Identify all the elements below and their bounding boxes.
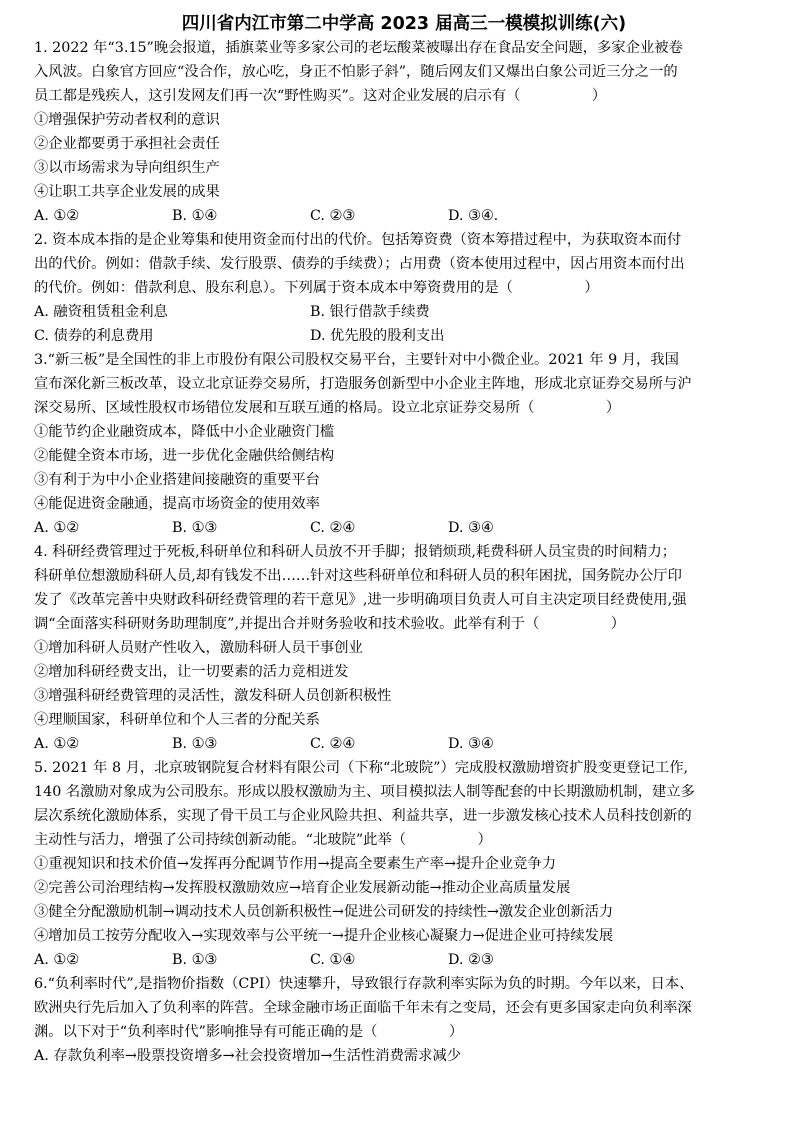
choice-a[interactable]: A. 存款负利率→股票投资增多→社会投资增加→生活性消费需求减少 [34,1048,462,1064]
choice-d[interactable]: D. 优先股的股利支出 [310,328,445,344]
question-stem-line: 出的代价。例如：借款手续、发行股票、债券的手续费）；占用费（资本使用过程中，因占用资本而付出 [34,256,685,272]
question-stem-line: 调“全面落实科研财务助理制度”,并提出合并财务验收和技术验收。此举有利于（ ） [34,616,626,632]
question-stem-line: 5. 2021 年 8 月，北京玻钢院复合材料有限公司（下称“北玻院”）完成股权激励增资扩股变更登记工作, [34,760,689,776]
question-stem-line: 科研单位想激励科研人员,却有钱发不出……针对这些科研单位和科研人员的积年困扰，国务院办公厅印 [34,568,682,584]
question-stem-line: 主动性与活力，增强了公司持续创新动能。“北玻院”此举（ ） [34,832,492,848]
question-stem-line: 1. 2022 年“3.15”晚会报道，插旗菜业等多家公司的老坛酸菜被曝出存在食品安全问题，多家企业被卷 [34,40,683,56]
question-4 [34,540,774,756]
choice-c[interactable]: C. ②④ [310,736,356,752]
question-stem-line: 宣布深化新三板改革，设立北京证券交易所，打造服务创新型中小企业主阵地，形成北京证券交易所与沪 [34,376,692,392]
choice-a[interactable]: A. ①② [34,208,80,224]
statement-item: ③健全分配激励机制→调动技术人员创新积极性→促进公司研发的持续性→激发企业创新活力 [34,904,614,920]
question-stem-line: 员工都是残疾人，这引发网友们再一次“野性购买”。这对企业发展的启示有（ ） [34,88,607,104]
question-1 [34,36,774,228]
choice-a[interactable]: A. 融资租赁租金利息 [34,304,168,320]
answer-choices-row [34,300,774,324]
statement-item: ②完善公司治理结构→发挥股权激励效应→培育企业发展新动能→推动企业高质量发展 [34,880,571,896]
statement-item: ①重视知识和技术价值→发挥再分配调节作用→提高全要素生产率→提升企业竞争力 [34,856,557,872]
question-stem-line: 的代价。例如：借款利息、股东利息）。下列属于资本成本中筹资费用的是（ ） [34,280,599,296]
question-stem-line: 入风波。白象官方回应“没合作，放心吃，身正不怕影子斜”，随后网友们又爆出白象公司近三分之一的 [34,64,678,80]
answer-choices-row [34,324,774,348]
choice-a[interactable]: A. ①② [34,736,80,752]
choice-c[interactable]: C. ②③ [310,208,356,224]
statement-item: ③增强科研经费管理的灵活性，激发科研人员创新积极性 [34,688,392,704]
question-stem-line: 3.“新三板”是全国性的非上市股份有限公司股权交易平台，主要针对中小微企业。2021 年 9 月，我国 [34,352,679,368]
question-stem-line: 层次系统化激励体系，实现了骨干员工与企业风险共担、利益共享，进一步激发核心技术人员科技创新的 [34,808,692,824]
statement-item: ①增加科研人员财产性收入，激励科研人员干事创业 [34,640,363,656]
question-stem-line: 140 名激励对象成为公司股东。形成以股权激励为主、项目模拟法人制等配套的中长期激励机制，建立多 [34,784,695,800]
answer-choices [34,732,774,756]
statement-item: ④理顺国家，科研单位和个人三者的分配关系 [34,712,320,728]
question-stem-line: 渊。以下对于“负利率时代”影响推导有可能正确的是（ ） [34,1024,464,1040]
statement-item: ③以市场需求为导向组织生产 [34,160,220,176]
choice-d[interactable]: D. ③④ [448,736,494,752]
statement-item: ①能节约企业融资成本，降低中小企业融资门槛 [34,424,335,440]
question-6 [34,972,774,1068]
statement-item: ①增强保护劳动者权利的意识 [34,112,220,128]
question-stem-line: 发了《改革完善中央财政科研经费管理的若干意见》,进一步明确项目负责人可自主决定项目经费使用,强 [34,592,687,608]
question-stem-line: 欧洲央行先后加入了负利率的阵营。全球金融市场正面临千年未有之变局，还会有更多国家走向负利率深 [34,1000,692,1016]
page-title: 四川省内江市第二中学高 2023 届高三一模模拟训练(六) [181,14,627,34]
choice-b[interactable]: B. ①③ [172,520,218,536]
question-stem-line: 深交易所、区域性股权市场错位发展和互联互通的格局。设立北京证券交易所（ ） [34,400,621,416]
question-5 [34,756,774,972]
question-stem-line: 4. 科研经费管理过于死板,科研单位和科研人员放不开手脚；报销烦琐,耗费科研人员宝贵的时间精力； [34,544,677,560]
choice-a[interactable]: A. ①② [34,520,80,536]
choice-b[interactable]: B. ①④ [172,208,218,224]
statement-item: ③有利于为中小企业搭建间接融资的重要平台 [34,472,320,488]
answer-choices [34,204,774,228]
question-2 [34,228,774,348]
answer-choices [34,516,774,540]
question-3 [34,348,774,540]
choice-d[interactable]: D. ③④. [448,208,499,224]
choice-b[interactable]: B. ①③ [172,736,218,752]
exam-page [34,12,774,1068]
question-stem-line: 6.“负利率时代”,是指物价指数（CPI）快速攀升，导致银行存款利率实际为负的时期。今年以来，日本、 [34,976,694,992]
choice-a[interactable]: A. ①② [34,952,80,968]
statement-item: ②企业都要勇于承担社会责任 [34,136,220,152]
statement-item: ④让职工共享企业发展的成果 [34,184,220,200]
choice-d[interactable]: D. ②③ [448,952,494,968]
statement-item: ②能健全资本市场，进一步优化金融供给侧结构 [34,448,335,464]
answer-choices [34,948,774,972]
choice-b[interactable]: B. ①③ [172,952,218,968]
choice-c[interactable]: C. 债券的利息费用 [34,328,154,344]
statement-item: ④增加员工按劳分配收入→实现效率与公平统一→提升企业核心凝聚力→促进企业可持续发展 [34,928,614,944]
statement-item: ②增加科研经费支出，让一切要素的活力竞相迸发 [34,664,349,680]
choice-b[interactable]: B. 银行借款手续费 [310,304,430,320]
statement-item: ④能促进资金融通，提高市场资金的使用效率 [34,496,320,512]
question-stem-line: 2. 资本成本指的是企业筹集和使用资金而付出的代价。包括筹资费（资本筹措过程中，为获取资本而付 [34,232,682,248]
choice-d[interactable]: D. ③④ [448,520,494,536]
choice-c[interactable]: C. ①④ [310,952,356,968]
choice-c[interactable]: C. ②④ [310,520,356,536]
